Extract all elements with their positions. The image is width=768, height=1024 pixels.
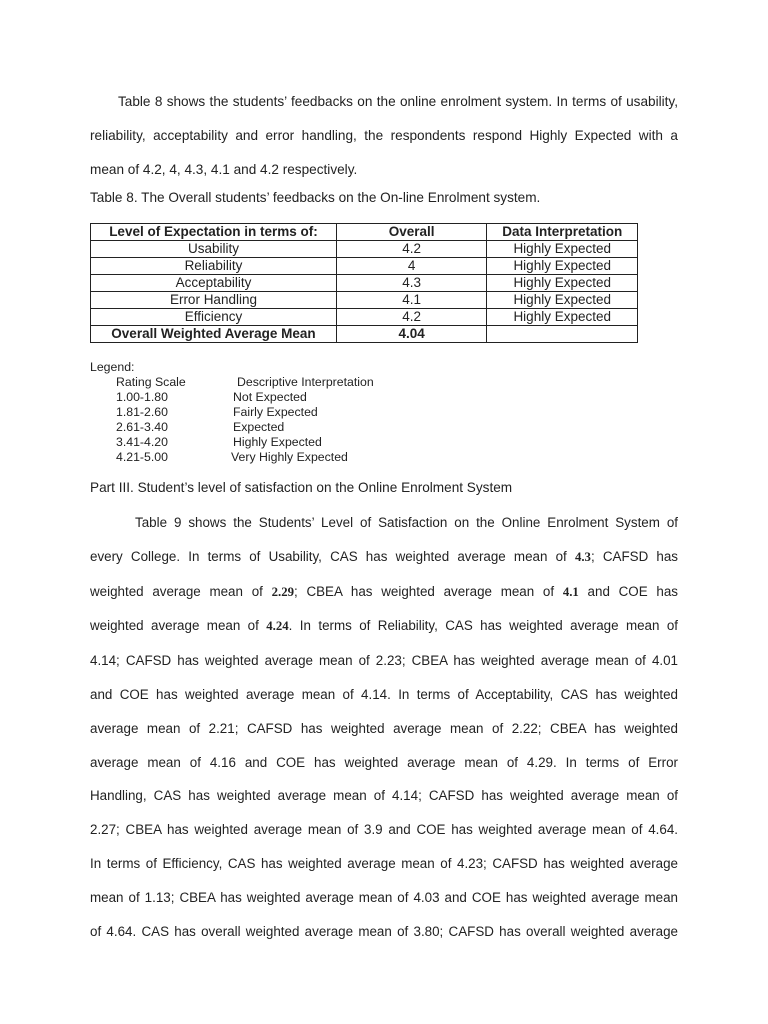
text-run: weighted average mean of bbox=[90, 583, 272, 599]
table8 bbox=[90, 223, 638, 343]
legend-cell: 1.00-1.80 bbox=[116, 390, 168, 404]
table-cell: 4.2 bbox=[336, 241, 487, 258]
paragraph-line bbox=[90, 540, 678, 575]
paragraph-line: and COE has weighted average mean of 4.14. In terms of Acceptability, CAS has weighted bbox=[90, 686, 678, 702]
paragraph-line: average mean of 2.21; CAFSD has weighted average mean of 2.22; CBEA has weighted bbox=[90, 720, 678, 736]
table-cell: Highly Expected bbox=[487, 309, 638, 326]
section-heading-part3: Part III. Student’s level of satisfaction on the Online Enrolment System bbox=[90, 480, 513, 495]
paragraph-line: Table 8 shows the students’ feedbacks on the online enrolment system. In terms of usability, bbox=[118, 94, 678, 109]
paragraph-line: 4.14; CAFSD has weighted average mean of 2.23; CBEA has weighted average mean of 4.01 bbox=[90, 653, 678, 669]
table-cell: Highly Expected bbox=[487, 275, 638, 292]
table-cell: 4.04 bbox=[336, 326, 487, 343]
table-header-cell: Overall bbox=[336, 224, 487, 241]
table-row bbox=[91, 241, 638, 258]
legend-cell: 3.41-4.20 bbox=[116, 435, 168, 449]
paragraph-line: mean of 4.2, 4, 4.3, 4.1 and 4.2 respectively. bbox=[90, 161, 358, 177]
table-cell: 4.2 bbox=[336, 309, 487, 326]
paragraph-table8-intro bbox=[90, 85, 678, 186]
legend-cell: Expected bbox=[233, 420, 285, 434]
table-cell: Highly Expected bbox=[487, 241, 638, 258]
text-run: ; CAFSD has bbox=[590, 548, 679, 564]
table-row bbox=[91, 258, 638, 275]
paragraph-line bbox=[90, 575, 678, 610]
table-cell: Acceptability bbox=[91, 275, 337, 292]
table-header-cell: Data Interpretation bbox=[487, 224, 638, 241]
paragraph-line: Table 9 shows the Students’ Level of Satisfaction on the Online Enrolment System of bbox=[135, 515, 678, 530]
paragraph-line bbox=[90, 609, 678, 644]
table-cell: Usability bbox=[91, 241, 337, 258]
paragraph-line: mean of 1.13; CBEA has weighted average mean of 4.03 and COE has weighted average mean bbox=[90, 889, 678, 905]
text-run: ; CBEA has weighted average mean of bbox=[294, 583, 563, 599]
table-cell: Error Handling bbox=[91, 292, 337, 309]
table-header-cell: Level of Expectation in terms of: bbox=[91, 224, 337, 241]
text-run: weighted average mean of bbox=[90, 618, 267, 634]
legend-row bbox=[90, 435, 374, 450]
bold-value: 4.3 bbox=[574, 549, 591, 564]
text-run: . In terms of Reliability, CAS has weighted average mean of bbox=[288, 618, 679, 634]
table-cell: 4.3 bbox=[336, 275, 487, 292]
legend-cell: Rating Scale bbox=[116, 375, 186, 389]
bold-value: 4.24 bbox=[266, 619, 289, 634]
legend-row bbox=[90, 450, 374, 465]
table-cell: Highly Expected bbox=[487, 292, 638, 309]
table-row bbox=[91, 292, 638, 309]
paragraph-line: 2.27; CBEA has weighted average mean of 3.9 and COE has weighted average mean of 4.64. bbox=[90, 822, 678, 838]
rating-legend bbox=[90, 360, 374, 465]
table-row bbox=[91, 275, 638, 292]
table-total-row bbox=[91, 326, 638, 343]
legend-cell: Highly Expected bbox=[233, 435, 322, 449]
text-run: and COE has bbox=[578, 583, 678, 599]
table-row bbox=[91, 309, 638, 326]
text-run: every College. In terms of Usability, CAS has weighted average mean of bbox=[90, 548, 575, 564]
paragraph-table9-intro bbox=[90, 506, 678, 948]
bold-value: 2.29 bbox=[271, 584, 294, 599]
legend-row bbox=[90, 405, 374, 420]
paragraph-line: In terms of Efficiency, CAS has weighted average mean of 4.23; CAFSD has weighted average bbox=[90, 855, 678, 871]
table-cell: Overall Weighted Average Mean bbox=[91, 326, 337, 343]
table-cell: Reliability bbox=[91, 258, 337, 275]
legend-header-row bbox=[90, 375, 374, 390]
legend-cell: 1.81-2.60 bbox=[116, 405, 168, 419]
table-cell: 4.1 bbox=[336, 292, 487, 309]
legend-row bbox=[90, 420, 374, 435]
legend-cell: Fairly Expected bbox=[233, 405, 318, 419]
paragraph-line: Handling, CAS has weighted average mean of 4.14; CAFSD has weighted average mean of bbox=[90, 788, 678, 804]
bold-value: 4.1 bbox=[562, 584, 579, 599]
paragraph-line: of 4.64. CAS has overall weighted average mean of 3.80; CAFSD has overall weighted average bbox=[90, 923, 678, 939]
legend-cell: Very Highly Expected bbox=[231, 450, 348, 464]
table8-caption: Table 8. The Overall students’ feedbacks on the On-line Enrolment system. bbox=[90, 190, 541, 205]
legend-title: Legend: bbox=[90, 360, 135, 374]
legend-cell: Not Expected bbox=[233, 390, 307, 404]
table-cell: 4 bbox=[336, 258, 487, 275]
legend-cell: Descriptive Interpretation bbox=[237, 375, 374, 389]
paragraph-line: average mean of 4.16 and COE has weighted average mean of 4.29. In terms of Error bbox=[90, 754, 678, 770]
table-cell: Efficiency bbox=[91, 309, 337, 326]
table-cell bbox=[487, 326, 638, 343]
legend-cell: 2.61-3.40 bbox=[116, 420, 168, 434]
paragraph-line: reliability, acceptability and error handling, the respondents respond Highly Expected with a bbox=[90, 127, 678, 143]
legend-row bbox=[90, 390, 374, 405]
table-header-row bbox=[91, 224, 638, 241]
table-cell: Highly Expected bbox=[487, 258, 638, 275]
legend-cell: 4.21-5.00 bbox=[116, 450, 168, 464]
